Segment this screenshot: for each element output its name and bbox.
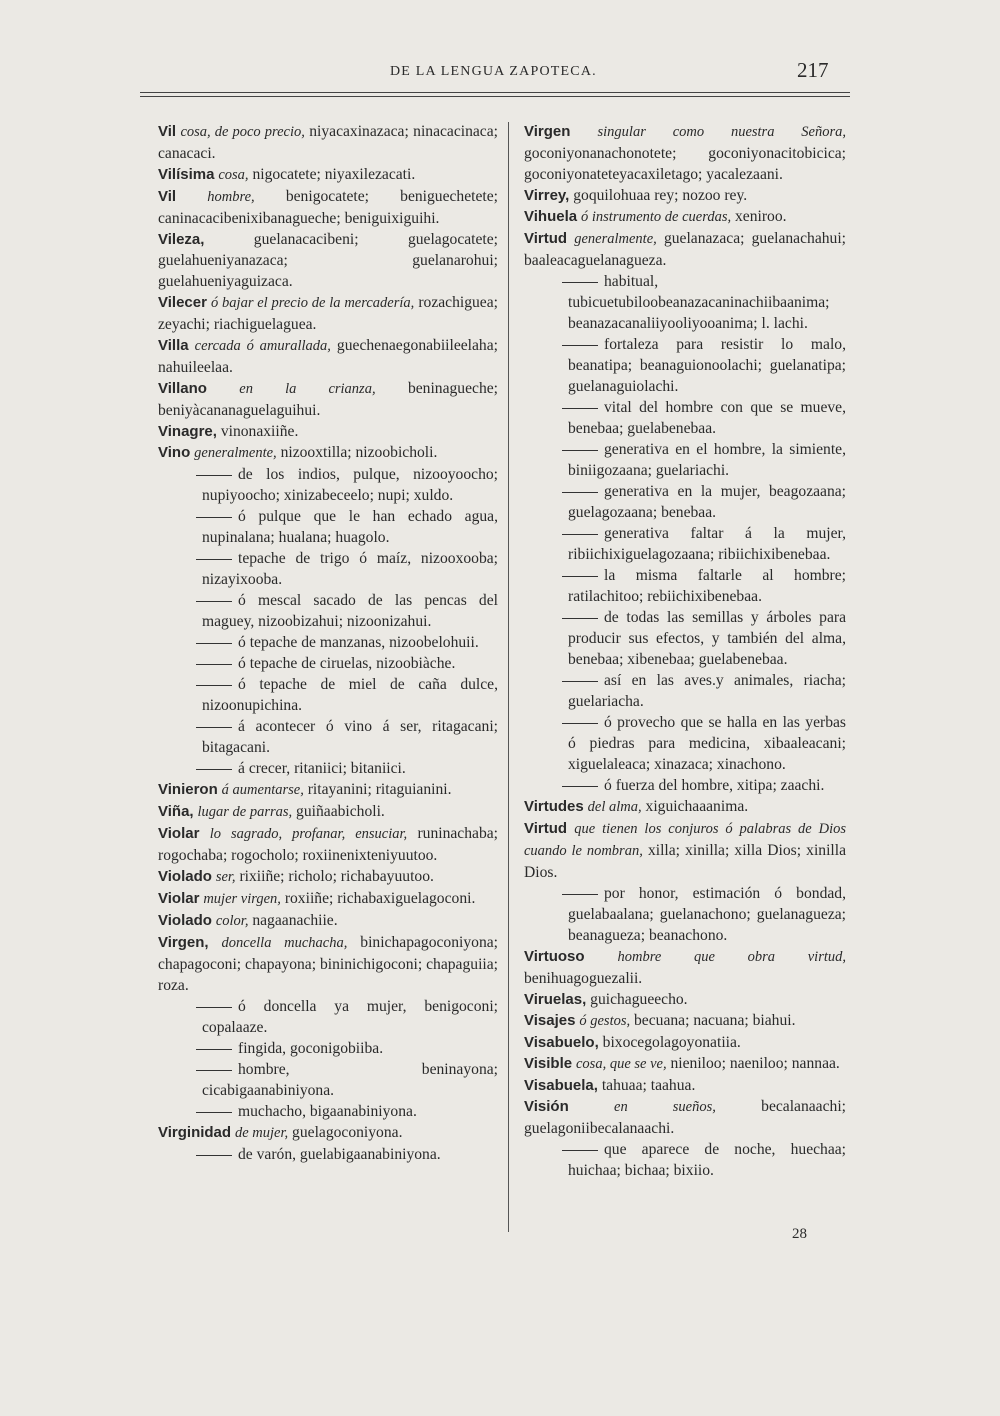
entry-gloss: vital del hombre con que se mueve, [604,399,846,416]
dictionary-entry [524,206,846,228]
entry-gloss: que aparece de noche, [604,1141,776,1158]
dictionary-entry [158,910,498,932]
entry-gloss: á aumentarse, [221,782,304,798]
left-column [158,121,498,1165]
entry-headword: Vilísima [158,166,215,183]
repeat-dash [196,475,232,476]
entry-translation: xiguichaaanima. [641,798,749,815]
dictionary-entry [158,121,498,164]
dictionary-subentry [158,1144,498,1165]
entry-gloss: en sueños, [614,1099,716,1115]
entry-gloss: de mujer, [234,1125,289,1141]
entry-translation: vinonaxiiñe. [216,423,299,440]
running-title: DE LA LENGUA ZAPOTECA. [390,64,597,79]
column-divider [508,122,509,1232]
entry-gloss: ó fuerza del hombre, [604,777,734,794]
repeat-dash [562,576,598,577]
entry-translation: guelanacacibeni; guelagocatete; guelahueniyanazaca; guelanarohui; guelahueniyaguizaca. [158,231,498,290]
entry-gloss: por honor, estimación ó bondad, [604,885,846,902]
dictionary-subentry [524,883,846,946]
entry-translation: runinachaba; rogochaba; rogocholo; roxiinenixteniyuutoo. [158,825,498,864]
dictionary-subentry [158,716,498,758]
dictionary-subentry [158,1059,498,1101]
entry-gloss: generativa faltar á la mujer, [604,525,846,542]
repeat-dash [196,1007,232,1008]
dictionary-entry [158,779,498,801]
repeat-dash [196,727,232,728]
dictionary-entry [158,823,498,866]
repeat-dash [196,1155,232,1156]
entry-gloss: la misma faltarle al hombre; [604,567,846,584]
entry-gloss: hombre que obra virtud, [617,949,846,965]
entry-gloss: ó pulque que le han echado agua, [238,508,498,525]
entry-gloss: cercada ó amurallada, [194,338,331,354]
dictionary-entry [524,1053,846,1075]
dictionary-subentry [524,271,846,334]
entry-headword: Virtud [524,820,568,837]
dictionary-entry [524,1075,846,1096]
entry-headword: Visión [524,1098,569,1115]
dictionary-entry [524,818,846,883]
entry-translation: niyacaxinazaca; ninacacinaca; canacaci. [158,123,498,162]
entry-translation: binichapagoconiyona; chapagoconi; chapayona; bininichigoconi; chapaguiia; roza. [158,934,499,994]
entry-gloss: del alma, [587,799,642,815]
dictionary-subentry [524,439,846,481]
entry-translation: beninayona; cicabigaanabiniyona. [202,1061,498,1099]
dictionary-entry [524,1032,846,1053]
dictionary-entry [524,228,846,271]
entry-headword: Virtuoso [524,948,585,965]
repeat-dash [196,664,232,665]
entry-translation: bixocegolagoyonatiia. [598,1034,741,1051]
header-rule [140,92,850,93]
entry-gloss: generalmente, [194,445,277,461]
repeat-dash [562,408,598,409]
entry-translation: ribiichixiguelagozaana; ribiichixibenebaa. [568,546,831,563]
repeat-dash [196,559,232,560]
entry-gloss: cosa, [218,167,249,183]
repeat-dash [196,1049,232,1050]
entry-translation: roxiiñe; richabaxiguelagoconi. [280,890,476,907]
dictionary-entry [158,866,498,888]
repeat-dash [196,1112,232,1113]
signature-mark: 28 [792,1226,807,1242]
dictionary-subentry [524,481,846,523]
entry-gloss: ó bajar el precio de la mercadería, [211,295,415,311]
entry-gloss: ó instrumento de cuerdas, [581,209,732,225]
entry-gloss: en la crianza, [239,381,376,397]
dictionary-entry [158,1122,498,1144]
repeat-dash [562,786,598,787]
entry-translation: ritayanini; ritaguianini. [303,781,452,798]
dictionary-subentry [158,506,498,548]
entry-translation: beninagueche; beniyàcananaguelaguihui. [158,380,499,419]
entry-translation: benihuagoguezalii. [524,970,643,987]
dictionary-subentry [524,523,846,565]
repeat-dash [562,282,598,283]
dictionary-entry [524,1010,846,1032]
entry-translation: nizoobiàche. [372,655,456,672]
page-number: 217 [797,58,829,82]
dictionary-entry [158,442,498,464]
dictionary-entry [158,421,498,442]
entry-translation: goconigobiiba. [286,1040,384,1057]
entry-gloss: lugar de parras, [197,804,293,820]
entry-translation: nieniloo; naeniloo; nannaa. [666,1055,840,1072]
dictionary-subentry [524,1139,846,1181]
repeat-dash [562,681,598,682]
repeat-dash [196,517,232,518]
entry-headword: Vil [158,188,177,205]
entry-headword: Virgen [524,123,571,140]
entry-headword: Villa [158,337,189,354]
entry-translation: tahuaa; taahua. [597,1077,696,1094]
repeat-dash [562,450,598,451]
entry-headword: Vinagre, [158,423,217,440]
entry-translation: ritagacani; bitagacani. [202,718,498,756]
dictionary-entry [524,989,846,1010]
entry-gloss: de los indios, pulque, [238,466,400,483]
dictionary-subentry [158,548,498,590]
dictionary-subentry [158,632,498,653]
entry-translation: benigocatete; beniguechetete; caninacacibenixibanagueche; beniguixiguihi. [158,188,498,227]
entry-translation: beagozaana; guelagozaana; benebaa. [568,483,847,521]
entry-gloss: generativa en el hombre, la simiente, [604,441,846,458]
entry-gloss: ó doncella ya mujer, [238,998,407,1015]
entry-headword: Vihuela [524,208,578,225]
entry-translation: tubicuetubiloobeanazacaninachiibaanima; beanazacanaliiyooliyooanima; l. lachi. [568,294,830,332]
entry-translation: guelagoconiyona. [288,1124,403,1141]
entry-headword: Violar [158,825,200,842]
repeat-dash [562,618,598,619]
entry-translation: guechenaegonabiileelaha; nahuileelaa. [158,337,498,376]
entry-gloss: así en las aves.y animales, [604,672,794,689]
entry-translation: benigoconi; copalaaze. [202,998,498,1036]
entry-translation: xitipa; zaachi. [733,777,825,794]
dictionary-subentry [524,334,846,397]
entry-gloss: ó tepache de manzanas, [238,634,386,651]
repeat-dash [562,1150,598,1151]
dictionary-entry [158,888,498,910]
dictionary-subentry [524,607,846,670]
entry-gloss: que tienen los conjuros ó palabras de Dios cuando le nombran, [524,821,846,859]
entry-headword: Violado [158,912,212,929]
entry-translation: benebaa; guelabenebaa. [568,420,717,437]
repeat-dash [562,492,598,493]
entry-translation: bigaanabiniyona. [305,1103,417,1120]
entry-translation: ritaniici; bitaniici. [290,760,406,777]
entry-translation: nupinalana; hualana; huagolo. [202,529,390,546]
entry-gloss: ó tepache de ciruelas, [238,655,373,672]
entry-gloss: singular como nuestra Señora, [597,124,846,140]
dictionary-entry [158,932,498,996]
entry-headword: Visible [524,1055,573,1072]
entry-headword: Violar [158,890,200,907]
entry-translation: becuana; nacuana; biahui. [630,1012,796,1029]
repeat-dash [196,769,232,770]
entry-translation: nizooyoocho; nupiyoocho; xinizabeceelo; nupi; xuldo. [202,466,498,504]
dictionary-subentry [524,565,846,607]
entry-headword: Viruelas, [524,991,587,1008]
entry-translation: nizooxooba; nizayixooba. [202,550,499,588]
dictionary-entry [524,121,846,185]
entry-headword: Virtud [524,230,568,247]
repeat-dash [196,601,232,602]
entry-translation: guelabaalana; guelanachono; guelanagueza; beanagueza; beanachono. [568,906,846,944]
entry-headword: Vino [158,444,191,461]
dictionary-entry [158,292,498,335]
entry-headword: Vileza, [158,231,205,248]
dictionary-subentry [158,464,498,506]
dictionary-entry [524,1096,846,1139]
entry-headword: Visabuela, [524,1077,598,1094]
repeat-dash [562,534,598,535]
entry-gloss: hombre, [207,189,255,205]
repeat-dash [196,643,232,644]
entry-translation: rozachiguea; zeyachi; riachiguelaguea. [158,294,498,333]
entry-gloss: muchacho, [238,1103,306,1120]
entry-translation: rixiiñe; richolo; richabayuutoo. [235,868,434,885]
entry-gloss: ó provecho que se halla en las yerbas ó piedras para medicina, [568,714,846,752]
dictionary-subentry [158,996,498,1038]
entry-gloss: ó tepache de miel de caña dulce, [238,676,498,693]
entry-translation: xilla; xinilla; xilla Dios; xinilla Dios. [524,842,846,881]
repeat-dash [562,345,598,346]
entry-translation: guiñaabicholi. [292,803,385,820]
entry-headword: Virrey, [524,187,570,204]
entry-translation: nagaanachiie. [248,912,338,929]
entry-gloss: fortaleza para resistir lo malo, [604,336,846,353]
dictionary-subentry [158,1038,498,1059]
dictionary-entry [158,801,498,823]
entry-gloss: generativa en la mujer, [604,483,761,500]
dictionary-entry [158,164,498,186]
entry-headword: Vil [158,123,177,140]
entry-gloss: tepache de trigo ó maíz, [238,550,412,567]
entry-headword: Vilecer [158,294,207,311]
repeat-dash [562,723,598,724]
repeat-dash [562,894,598,895]
entry-gloss: de varón, [238,1146,297,1163]
entry-gloss: fingida, [238,1040,287,1057]
entry-gloss: mujer virgen, [203,891,281,907]
entry-headword: Villano [158,380,207,397]
entry-gloss: generalmente, [574,231,657,247]
entry-gloss: lo sagrado, profanar, ensuciar, [209,826,408,842]
entry-gloss: cosa, de poco precio, [180,124,305,140]
dictionary-subentry [524,670,846,712]
entry-translation: nizoonupichina. [202,697,303,714]
dictionary-entry [158,335,498,378]
dictionary-entry [158,229,498,292]
entry-headword: Viña, [158,803,194,820]
entry-translation: xeniroo. [731,208,787,225]
right-column [524,121,846,1181]
entry-headword: Virtudes [524,798,584,815]
dictionary-subentry [524,775,846,796]
entry-translation: benebaa; xibenebaa; guelabenebaa. [568,651,788,668]
entry-translation: ratilachitoo; rebiichixibenebaa. [568,588,762,605]
entry-translation: goquilohuaa rey; nozoo rey. [569,187,748,204]
entry-translation: guelanazaca; guelanachahui; baaleacaguelanagueza. [524,230,846,269]
entry-translation: xibaaleacani; xiguelaleaca; xinazaca; xinachono. [568,735,846,773]
entry-gloss: ser, [215,869,236,885]
entry-gloss: color, [215,913,249,929]
entry-gloss: habitual, [604,273,659,290]
dictionary-entry [524,796,846,818]
entry-headword: Vinieron [158,781,218,798]
header-rule [140,96,850,97]
dictionary-entry [524,946,846,989]
entry-translation: nigocatete; niyaxilezacati. [248,166,416,183]
entry-translation: guelabigaanabiniyona. [296,1146,441,1163]
running-head [0,58,1000,88]
entry-gloss: cosa, que se ve, [576,1056,667,1072]
entry-headword: Visajes [524,1012,576,1029]
entry-gloss: á acontecer ó vino á ser, [238,718,422,735]
dictionary-subentry [158,590,498,632]
dictionary-entry [158,186,498,229]
entry-headword: Violado [158,868,212,885]
dictionary-entry [158,378,498,421]
dictionary-subentry [158,653,498,674]
entry-headword: Virgen, [158,934,209,951]
entry-gloss: de todas las semillas y árboles para producir sus efectos, y también del alma, [568,609,846,647]
repeat-dash [196,1070,232,1071]
entry-headword: Visabuelo, [524,1034,599,1051]
entry-gloss: ó gestos, [579,1013,631,1029]
entry-translation: nizooxtilla; nizoobicholi. [276,444,438,461]
entry-gloss: hombre, [238,1061,290,1078]
entry-translation: becalanaachi; guelagoniibecalanaachi. [524,1098,846,1137]
entry-translation: biniigozaana; guelariachi. [568,462,730,479]
entry-gloss: á crecer, [238,760,291,777]
repeat-dash [196,685,232,686]
entry-gloss: ó mescal sacado de las pencas del maguey, [202,592,498,630]
dictionary-subentry [524,712,846,775]
dictionary-subentry [158,674,498,716]
entry-gloss: doncella muchacha, [221,935,348,951]
entry-translation: beanatipa; beanaguionoolachi; guelanatipa; guelanaguiolachi. [568,357,846,395]
dictionary-subentry [158,1101,498,1122]
entry-translation: huechaa; huichaa; bichaa; bixiio. [568,1141,847,1179]
entry-translation: riacha; guelariacha. [568,672,846,710]
entry-translation: goconiyonanachonotete; goconiyonacitobicica; goconiyonateteyacaxiletago; yacalezaani. [524,145,846,183]
entry-headword: Virginidad [158,1124,232,1141]
entry-translation: nizoobelohuii. [385,634,479,651]
entry-translation: nizoobizahui; nizoonizahui. [254,613,432,630]
dictionary-entry [524,185,846,206]
entry-translation: guichagueecho. [586,991,688,1008]
dictionary-subentry [158,758,498,779]
dictionary-subentry [524,397,846,439]
